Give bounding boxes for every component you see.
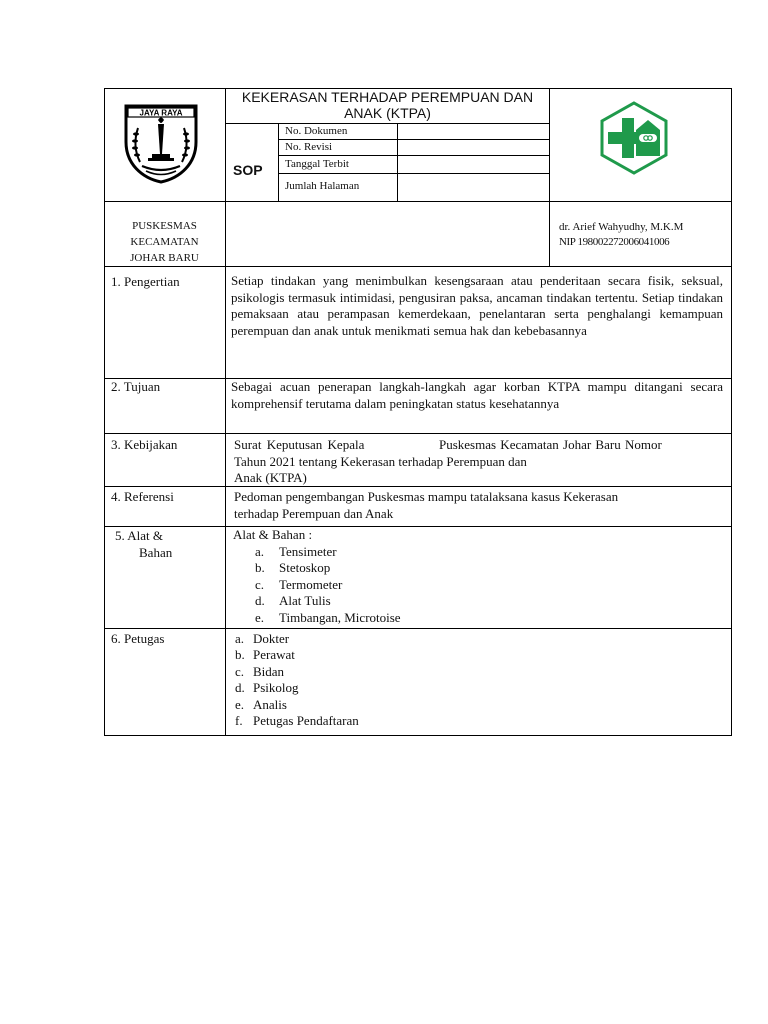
field-divider-3 (278, 173, 549, 174)
institution-line-2: KECAMATAN (130, 236, 199, 248)
list-marker: d. (255, 593, 265, 609)
list-item (255, 544, 401, 560)
list-text: Alat Tulis (279, 593, 331, 609)
alat-bahan-list (255, 544, 401, 626)
kebijakan-line-2: Tahun 2021 tentang Kekerasan terhadap Perempuan dan (234, 454, 527, 469)
list-text: Psikolog (253, 680, 299, 696)
signatory-name: dr. Arief Wahyudhy, M.K.M (559, 221, 684, 233)
institution-line-1: PUSKESMAS (132, 220, 197, 232)
section-label-tujuan: 2. Tujuan (111, 379, 161, 394)
list-item (255, 560, 401, 576)
sop-label: SOP (233, 162, 263, 178)
section-label-kebijakan: 3. Kebijakan (111, 437, 178, 452)
list-marker: c. (235, 663, 245, 679)
referensi-line-1: Pedoman pengembangan Puskesmas mampu tatalaksana kasus Kekerasan (234, 489, 619, 504)
field-label-tanggal-terbit: Tanggal Terbit (285, 158, 349, 170)
row-divider-2 (104, 433, 732, 434)
table-border-left (104, 88, 105, 736)
list-marker: b. (255, 560, 265, 576)
row-divider-4 (104, 526, 732, 527)
list-marker: e. (255, 609, 265, 625)
kebijakan-line-1a: Surat Keputusan Kepala (234, 437, 365, 452)
list-item (235, 680, 359, 696)
list-text: Stetoskop (279, 560, 331, 576)
list-item (235, 631, 359, 647)
alat-bahan-intro: Alat & Bahan : (233, 527, 313, 542)
institution-divider (104, 266, 732, 267)
field-label-jumlah-halaman: Jumlah Halaman (285, 180, 360, 192)
list-text: Analis (253, 696, 287, 712)
field-label-no-revisi: No. Revisi (285, 141, 333, 153)
list-item (255, 577, 401, 593)
title-divider (225, 123, 549, 124)
list-item (235, 647, 359, 663)
list-item (255, 593, 401, 609)
emblem-motto: JAYA RAYA (139, 108, 183, 118)
puskesmas-cross-logo-icon (598, 100, 670, 176)
section-label-pengertian: 1. Pengertian (111, 274, 180, 289)
petugas-list (235, 631, 359, 729)
list-text: Dokter (253, 631, 290, 646)
institution-line-3: JOHAR BARU (130, 252, 199, 264)
section-text-tujuan: Sebagai acuan penerapan langkah-langkah agar korban KTPA mampu ditangani secara komprehensif terutama dalam peningkatan status kesehatannya (231, 379, 723, 411)
label-column-divider (225, 88, 226, 736)
list-marker: f. (235, 713, 243, 729)
list-text: Perawat (253, 647, 295, 663)
sop-column-divider (278, 123, 279, 201)
list-marker: d. (235, 680, 245, 696)
list-marker: a. (255, 544, 265, 559)
list-item (235, 697, 359, 713)
row-divider-5 (104, 628, 732, 629)
header-divider (104, 201, 732, 202)
kebijakan-line-3: Anak (KTPA) (234, 470, 307, 485)
document-title: KEKERASAN TERHADAP PEREMPUAN DAN ANAK (KTPA) (241, 89, 534, 121)
list-text: Termometer (279, 576, 343, 592)
list-text: Tensimeter (279, 544, 337, 559)
list-text: Petugas Pendaftaran (253, 713, 359, 729)
list-marker: a. (235, 631, 245, 646)
list-text: Bidan (253, 663, 285, 679)
table-border-right (731, 88, 732, 736)
field-value-divider (397, 123, 398, 201)
field-divider-2 (278, 155, 549, 156)
field-label-no-dokumen: No. Dokumen (285, 125, 348, 137)
right-logo-column-divider (549, 88, 550, 266)
section-label-petugas: 6. Petugas (111, 631, 165, 646)
kebijakan-line-1b: Puskesmas Kecamatan Johar Baru Nomor (439, 437, 662, 452)
list-marker: c. (255, 576, 265, 592)
referensi-line-2: terhadap Perempuan dan Anak (234, 506, 394, 521)
list-item (235, 713, 359, 729)
list-item (255, 610, 401, 626)
signatory-nip: NIP 198002272006041006 (559, 236, 670, 248)
section-text-pengertian: Setiap tindakan yang menimbulkan kesengsaraan atau penderitaan secara fisik, seksual, psikologis termasuk intimidasi, pengusiran paksa, ancaman tindakan tertentu. Setiap tindakan pemaksaan atau perampasan kemerdekaan, penelantaran serta penghalangi kemampuan perempuan dan anak untuk menikmati semua hak dan kebebasannya (231, 273, 723, 338)
list-marker: b. (235, 647, 245, 663)
section-label-referensi: 4. Referensi (111, 489, 174, 504)
list-item (235, 664, 359, 680)
list-text: Timbangan, Microtoise (279, 609, 401, 625)
table-border-bottom (104, 735, 732, 736)
section-label-alat-bahan-2: Bahan (139, 545, 173, 560)
section-label-alat-bahan-1: 5. Alat & (115, 528, 164, 543)
row-divider-3 (104, 486, 732, 487)
jakarta-emblem-icon (122, 102, 200, 184)
list-marker: e. (235, 696, 245, 712)
